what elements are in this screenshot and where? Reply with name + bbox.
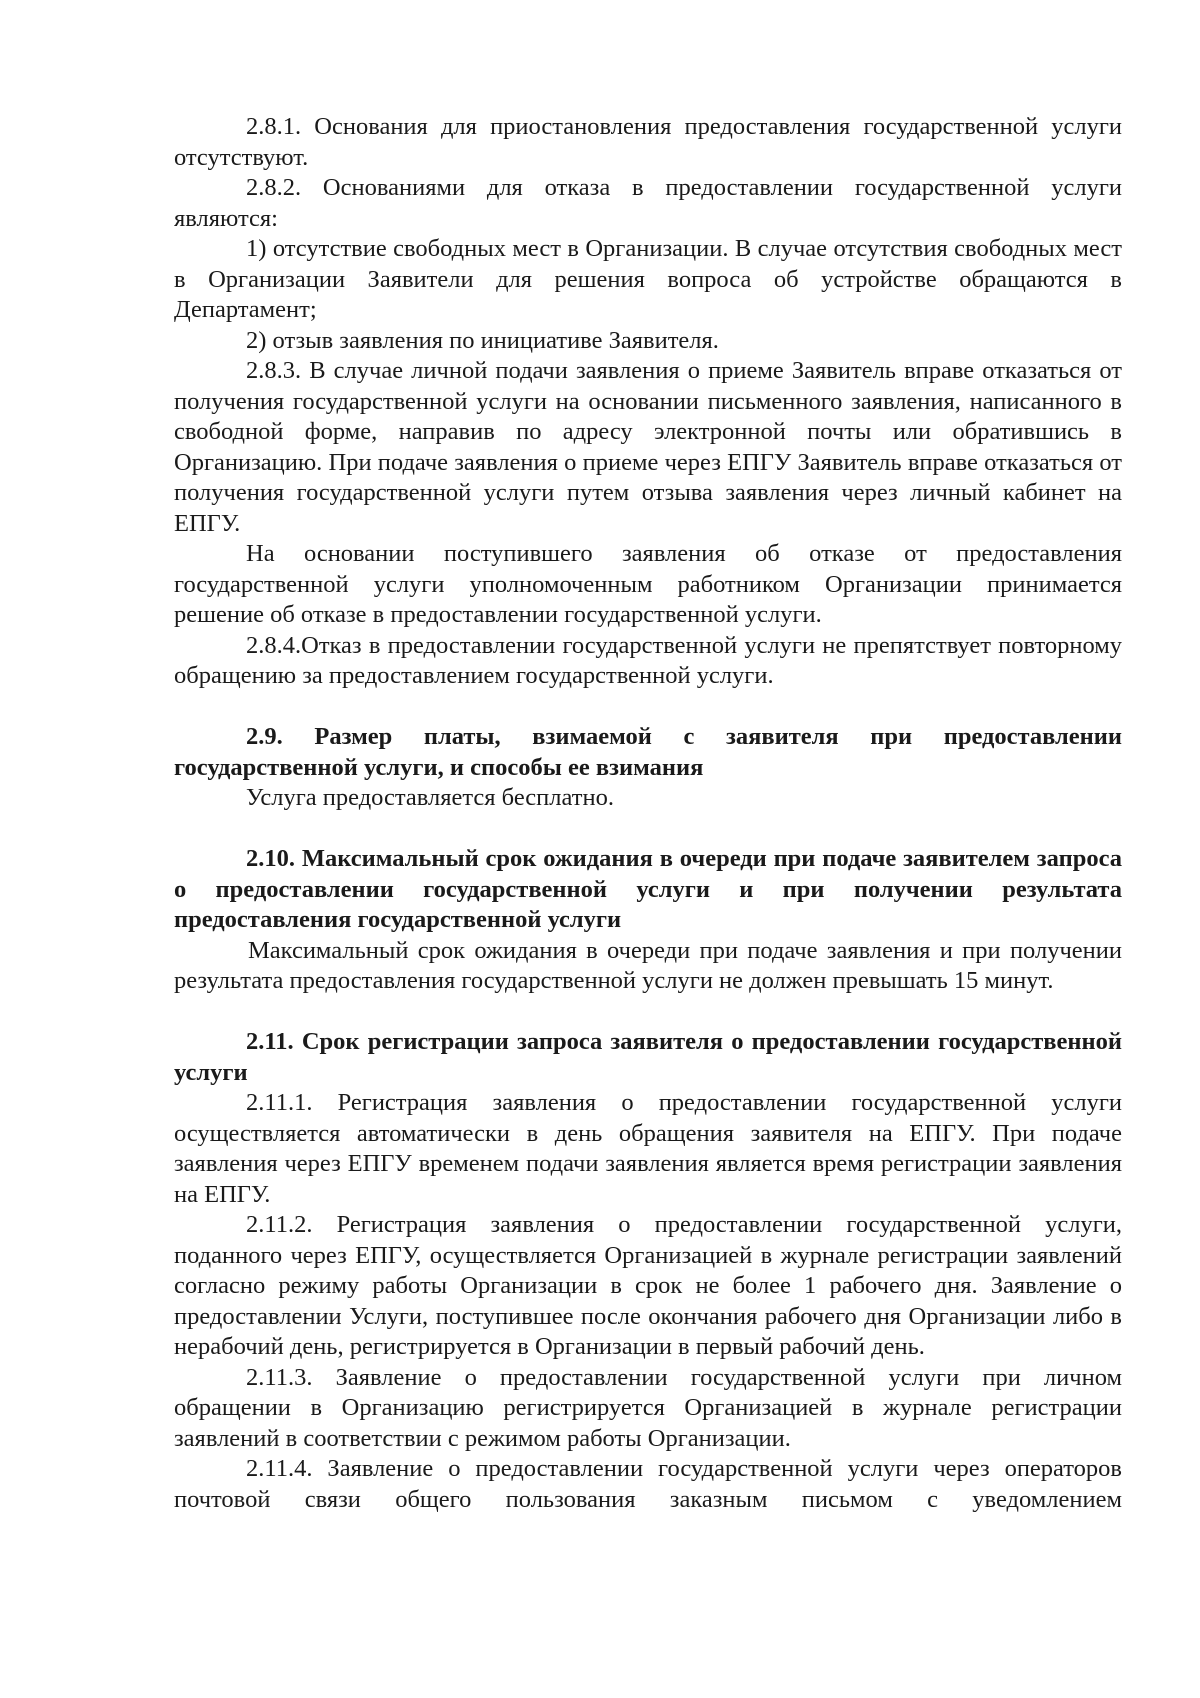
paragraph-2-8-3-continuation: На основании поступившего заявления об отказе от предоставления государственной услуги уполномоченным работником Организации принимается решение об отказе в предоставлении государственной услуги.: [174, 540, 1122, 628]
paragraph-2-8-2: 2.8.2. Основаниями для отказа в предоставлении государственной услуги являются:: [174, 174, 1122, 232]
paragraph-2-11-3: 2.11.3. Заявление о предоставлении государственной услуги при личном обращении в Организацию регистрируется Организацией в журнале регистрации заявлений в соответствии с режимом работы Организации.: [174, 1363, 1122, 1452]
paragraph-2-11-4: 2.11.4. Заявление о предоставлении государственной услуги через операторов почтовой связи общего пользования заказным письмом с уведомлением: [174, 1455, 1122, 1513]
section-gap: [174, 692, 1122, 723]
paragraph-2-8-1: 2.8.1. Основания для приостановления предоставления государственной услуги отсутствуют.: [174, 113, 1122, 171]
paragraph-2-8-3: 2.8.3. В случае личной подачи заявления о приеме Заявитель вправе отказаться от получения государственной услуги на основании письменного заявления, написанного в свободной форме, направив по адресу электронной почты или обратившись в Организацию. При подаче заявления о приеме через ЕПГУ Заявитель вправе отказаться от получения государственной услуги путем отзыва заявления через личный кабинет на ЕПГУ.: [174, 357, 1122, 537]
paragraph-2-8-2-item-2: 2) отзыв заявления по инициативе Заявителя.: [246, 326, 719, 354]
paragraph-2-8-2-item-1: 1) отсутствие свободных мест в Организации. В случае отсутствия свободных мест в Организации Заявители для решения вопроса об устройстве обращаются в Департамент;: [174, 235, 1122, 323]
paragraph-2-8-4: 2.8.4.Отказ в предоставлении государственной услуги не препятствует повторному обращению за предоставлением государственной услуги.: [174, 631, 1122, 689]
paragraph-2-9-text: Услуга предоставляется бесплатно.: [246, 784, 614, 811]
heading-2-10: 2.10. Максимальный срок ожидания в очереди при подаче заявителем запроса о предоставлении государственной услуги и при получении результата предоставления государственной услуги: [174, 845, 1122, 933]
paragraph-2-11-2: 2.11.2. Регистрация заявления о предоставлении государственной услуги, поданного через ЕПГУ, осуществляется Организацией в журнале регистрации заявлений согласно режиму работы Организации в срок не более 1 рабочего дня. Заявление о предоставлении Услуги, поступившее после окончания рабочего дня Организации либо в нерабочий день, регистрируется в Организации в первый рабочий день.: [174, 1211, 1122, 1360]
paragraph-2-11-1: 2.11.1. Регистрация заявления о предоставлении государственной услуги осуществляется автоматически в день обращения заявителя на ЕПГУ. При подаче заявления через ЕПГУ временем подачи заявления является время регистрации заявления на ЕПГУ.: [174, 1089, 1122, 1208]
heading-2-9: 2.9. Размер платы, взимаемой с заявителя при предоставлении государственной услуги, и способы ее взимания: [174, 723, 1122, 781]
heading-2-11: 2.11. Срок регистрации запроса заявителя о предоставлении государственной услуги: [174, 1028, 1122, 1086]
section-gap: [174, 997, 1122, 1028]
section-gap: [174, 814, 1122, 845]
paragraph-2-10-text: Максимальный срок ожидания в очереди при подаче заявления и при получении результата предоставления государственной услуги не должен превышать 15 минут.: [174, 936, 1122, 994]
document-page: [174, 112, 1122, 1515]
